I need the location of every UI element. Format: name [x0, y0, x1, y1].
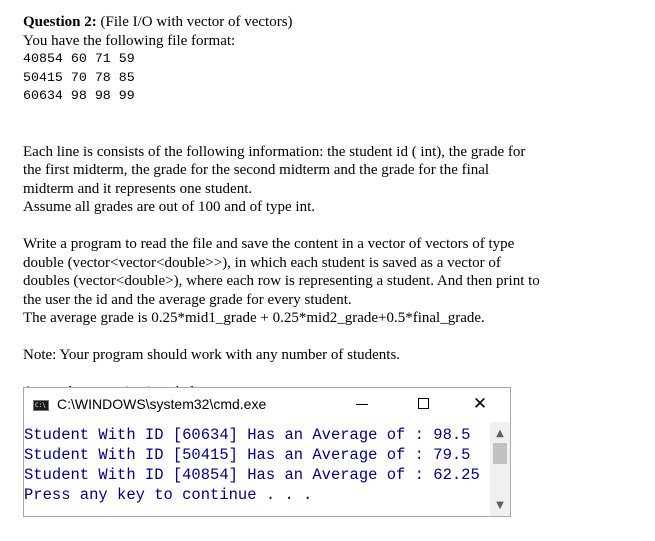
note-text: Note: Your program should work with any number of students.: [23, 347, 401, 363]
task-line: the user the id and the average grade for every student.: [23, 291, 352, 308]
minimize-icon[interactable]: [356, 404, 368, 405]
scroll-up-icon[interactable]: ▲: [496, 428, 504, 439]
cmd-app-icon: C:\: [33, 400, 49, 411]
cmd-window-title: C:\WINDOWS\system32\cmd.exe: [57, 396, 267, 412]
close-icon[interactable]: ✕: [472, 394, 488, 414]
file-format-line: 60634 98 98 99: [23, 88, 135, 103]
question-topic: (File I/O with vector of vectors): [96, 14, 293, 30]
cmd-window: [23, 387, 511, 517]
description-line: Each line is consists of the following information: the student id ( int), the grade for: [23, 143, 526, 160]
console-line: Student With ID [50415] Has an Average of : 79.5: [24, 446, 471, 464]
question-number: Question 2:: [23, 14, 97, 30]
description-line: the first midterm, the grade for the second midterm and the grade for the final: [23, 162, 490, 178]
question-document: [23, 13, 633, 402]
console-output: [24, 425, 490, 505]
cmd-titlebar[interactable]: [24, 388, 510, 422]
file-format-line: 40854 60 71 59: [23, 51, 135, 66]
intro-text: You have the following file format:: [23, 32, 236, 49]
task-line: double (vector<vector<double>>), in which each student is saved as a vector of: [23, 254, 501, 271]
description-line: Assume all grades are out of 100 and of type int.: [23, 199, 316, 215]
scroll-down-icon[interactable]: ▼: [496, 500, 504, 511]
description-line: midterm and it represents one student.: [23, 180, 253, 197]
task-line: doubles (vector<double>), where each row is representing a student. And then print to: [23, 273, 540, 289]
vertical-scrollbar[interactable]: [490, 422, 510, 516]
task-line: Write a program to read the file and save the content in a vector of vectors of type: [23, 236, 515, 252]
console-line: Student With ID [40854] Has an Average of : 62.25: [24, 466, 480, 484]
question-heading: [23, 13, 633, 32]
console-line: Student With ID [60634] Has an Average of : 98.5: [24, 426, 471, 444]
maximize-icon[interactable]: [418, 398, 429, 409]
file-format-line: 50415 70 78 85: [23, 69, 135, 85]
scroll-thumb[interactable]: [493, 443, 507, 464]
console-line: Press any key to continue . . .: [24, 486, 313, 504]
task-line: The average grade is 0.25*mid1_grade + 0.25*mid2_grade+0.5*final_grade.: [23, 310, 485, 326]
